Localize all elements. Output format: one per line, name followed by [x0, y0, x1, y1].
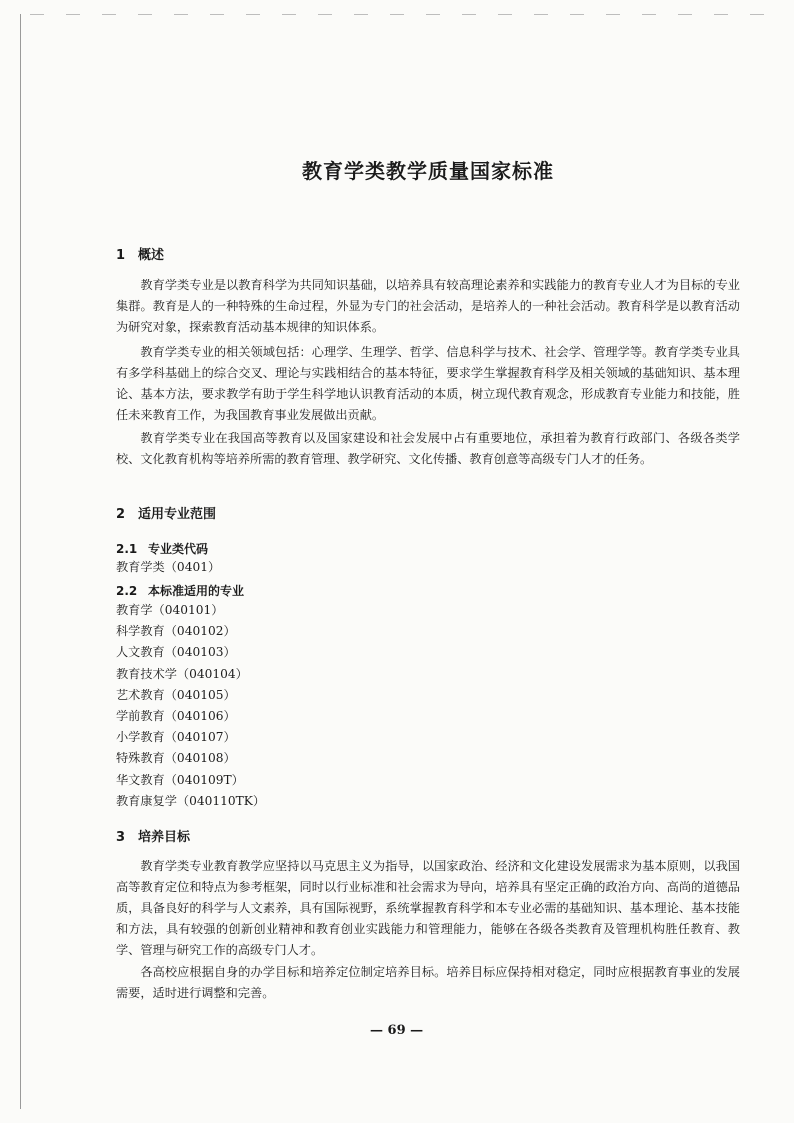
subsection-2-2-heading [116, 582, 244, 599]
section-number: 3 [116, 830, 126, 845]
section-1-heading [116, 244, 164, 263]
paragraph: 教育学类专业是以教育科学为共同知识基础，以培养具有较高理论素养和实践能力的教育专业人才为目标的专业集群。教育是人的一种特殊的生命过程，外显为专门的社会活动，是培养人的一种社会活动。教育科学是以教育活动为研究对象，探索教育活动基本规律的知识体系。 [116, 278, 740, 334]
list-item: 教育学（040101） [116, 603, 224, 617]
major-list [116, 600, 265, 812]
list-item: 华文教育（040109T） [116, 772, 244, 787]
section-number: 1 [116, 248, 126, 263]
list-item: 科学教育（040102） [116, 624, 236, 639]
subsection-title: 本标准适用的专业 [148, 584, 245, 598]
paragraph: 教育学类专业在我国高等教育以及国家建设和社会发展中占有重要地位，承担着为教育行政部门、各级各类学校、文化教育机构等培养所需的教育管理、教学研究、文化传播、教育创意等高级专门人才的任务。 [116, 431, 740, 466]
subsection-number: 2.2 [116, 584, 138, 598]
section-2-heading [116, 503, 216, 522]
section-3-heading [116, 826, 190, 845]
list-item: 人文教育（040103） [116, 645, 236, 660]
list-item: 教育技术学（040104） [116, 666, 248, 681]
paragraph: 各高校应根据自身的办学目标和培养定位制定培养目标。培养目标应保持相对稳定，同时应根据教育事业的发展需要，适时进行调整和完善。 [116, 965, 740, 1000]
list-item: 小学教育（040107） [116, 730, 236, 745]
page-top-rule [30, 14, 770, 15]
section-title: 培养目标 [138, 830, 191, 845]
list-item: 学前教育（040106） [116, 709, 236, 724]
subsection-2-1-heading [116, 540, 208, 557]
page-number: — 69 — [370, 1023, 424, 1038]
list-item: 艺术教育（040105） [116, 687, 236, 702]
page-edge-line [20, 14, 21, 1109]
subsection-title: 专业类代码 [148, 542, 209, 556]
list-item: 特殊教育（040108） [116, 751, 236, 766]
section-title: 适用专业范围 [138, 507, 217, 522]
category-code-line: 教育学类（0401） [116, 560, 221, 574]
list-item: 教育康复学（040110TK） [116, 793, 266, 808]
section-title: 概述 [138, 248, 165, 263]
paragraph: 教育学类专业的相关领域包括：心理学、生理学、哲学、信息科学与技术、社会学、管理学等。教育学类专业具有多学科基础上的综合交叉、理论与实践相结合的基本特征，要求学生掌握教育科学及相关领域的基础知识、基本理论、基本方法，要求教学有助于学生科学地认识教育活动的本质，树立现代教育观念，形成教育专业能力和技能，胜任未来教育工作，为我国教育事业发展做出贡献。 [116, 345, 740, 422]
paragraph: 教育学类专业教育教学应坚持以马克思主义为指导，以国家政治、经济和文化建设发展需求为基本原则，以我国高等教育定位和特点为参考框架，同时以行业标准和社会需求为导向，培养具有坚定正确的政治方向、高尚的道德品质，具备良好的科学与人文素养，具有国际视野，系统掌握教育科学和本专业必需的基础知识、基本理论、基本技能和方法，具有较强的创新创业精神和教育创业实践能力和管理能力，能够在各级各类教育及管理机构胜任教育、教学、管理与研究工作的高级专门人才。 [116, 859, 740, 957]
document-title: 教育学类教学质量国家标准 [302, 159, 554, 183]
section-number: 2 [116, 507, 126, 522]
subsection-number: 2.1 [116, 542, 138, 556]
